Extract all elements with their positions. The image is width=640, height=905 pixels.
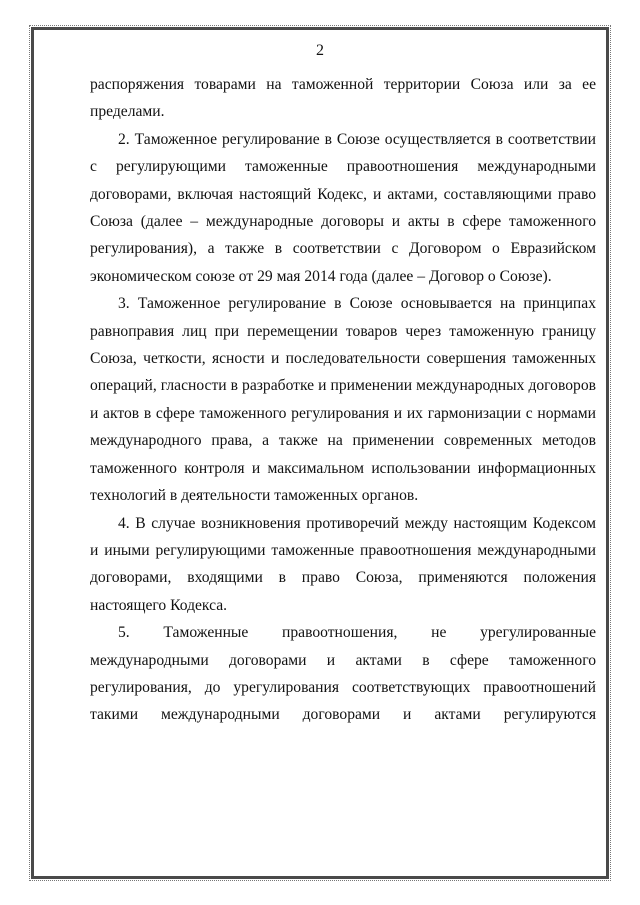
paragraph-item-4: 4. В случае возникновения противоречий между настоящим Кодексом и иными регулирующими таможенные правоотношения международными договорами, входящими в право Союза, применяются положения настоящего Кодекса. bbox=[90, 514, 596, 614]
document-body bbox=[90, 71, 596, 729]
paragraph-item-2: 2. Таможенное регулирование в Союзе осуществляется в соответствии с регулирующими таможенные правоотношения международными договорами, включая настоящий Кодекс, и актами, составляющими право Союза (далее – международные договоры и акты в сфере таможенного регулирования), а также в соответствии с Договором о Евразийском экономическом союзе от 29 мая 2014 года (далее – Договор о Союзе). bbox=[90, 130, 596, 285]
document-page bbox=[31, 27, 609, 879]
paragraph-continuation: распоряжения товарами на таможенной территории Союза или за ее пределами. bbox=[90, 76, 596, 121]
paragraph-item-3: 3. Таможенное регулирование в Союзе основывается на принципах равноправия лиц при перемещении товаров через таможенную границу Союза, четкости, ясности и последовательности совершения таможенных операций, гласности в разработке и применении международных договоров и актов в сфере таможенного регулирования и их гармонизации с нормами международного права, а также на применении современных методов таможенного контроля и максимальном использовании информационных технологий в деятельности таможенных органов. bbox=[90, 295, 596, 505]
paragraph-item-5: 5. Таможенные правоотношения, не урегулированные международными договорами и актами в сфере таможенного регулирования, до урегулирования соответствующих правоотношений такими международными договорами и актами регулируются bbox=[90, 624, 596, 724]
page-number: 2 bbox=[316, 42, 324, 59]
